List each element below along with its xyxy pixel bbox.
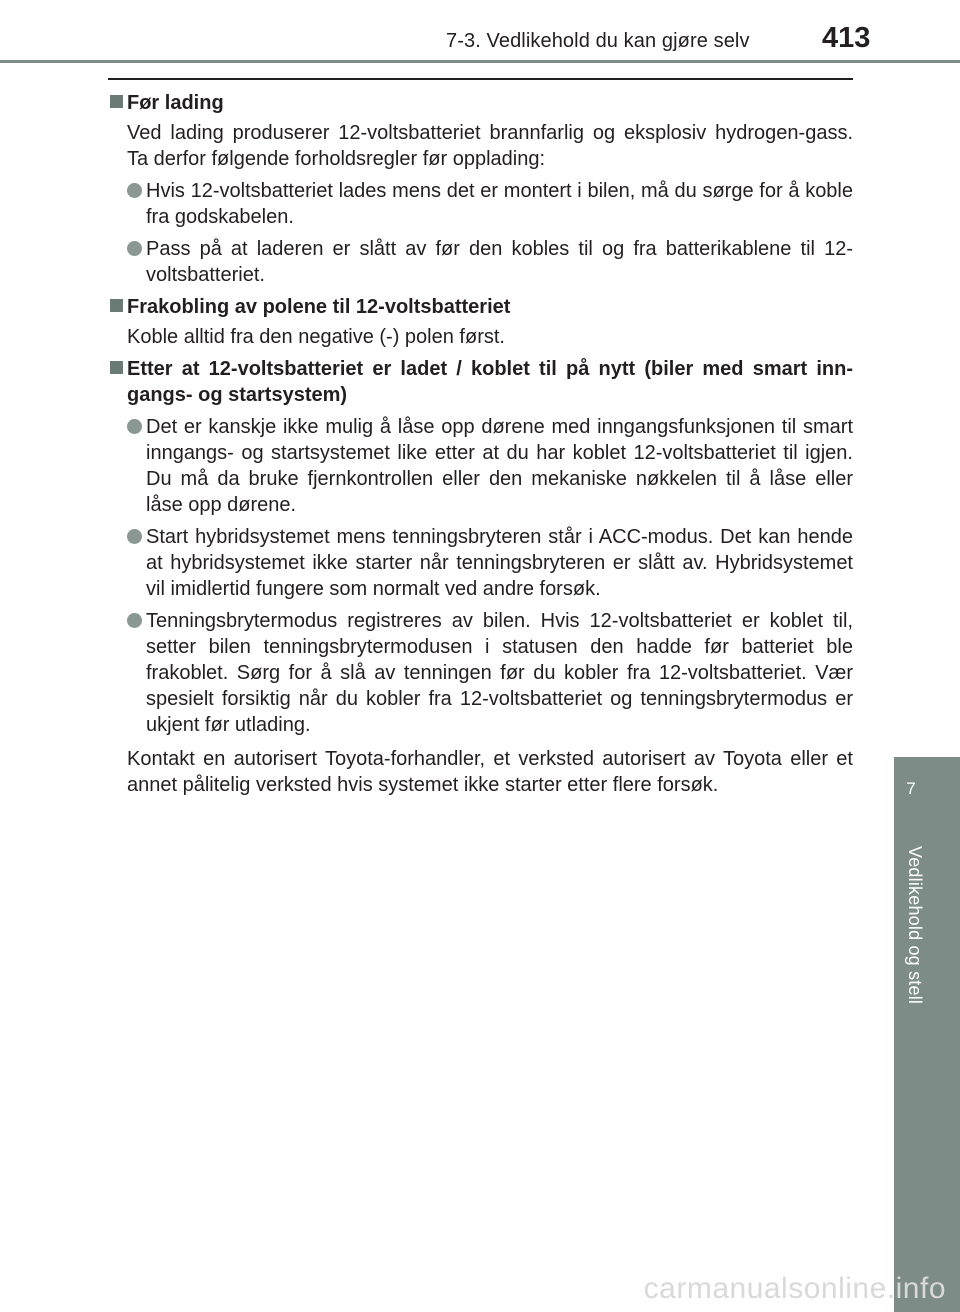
list-item-text: Start hybridsystemet mens tenningsbryteren står i ACC-modus. Det kan hende at hybridsystemet ikke starter når tenningsbryteren er slått av. Hybridsystemet vil imidlertid fungere som normalt ved andre forsøk. [146,526,853,600]
list-item [127,178,853,230]
bullet-dot-icon [127,183,142,198]
list-item [127,608,853,738]
paragraph: Kontakt en autorisert Toyota-forhandler, et verksted autorisert av Toyota eller et annet pålitelig verksted hvis systemet ikke starter etter flere forsøk. [127,748,853,796]
header-rule [0,60,960,63]
list-item [127,414,853,518]
square-marker-icon [110,95,123,108]
list-item [127,236,853,288]
section-heading [108,356,853,408]
list-item-text: Hvis 12-voltsbatteriet lades mens det er montert i bilen, må du sørge for å koble fra godskabelen. [146,180,853,228]
page-number: 413 [822,22,871,54]
heading-text: Frakobling av polene til 12-voltsbatteriet [127,296,511,318]
section-heading [108,90,853,116]
content-rule [108,78,853,80]
chapter-tab [894,757,960,837]
heading-text: Etter at 12-voltsbatteriet er ladet / koblet til på nytt (biler med smart inn-gangs- og startsystem) [127,358,853,406]
list-item-text: Det er kanskje ikke mulig å låse opp dørene med inngangsfunksjonen til smart inngangs- og startsystemet like etter at du har koblet 12-voltsbatteriet til igjen. Du må da bruke fjernkontrollen eller den mekaniske nøkkelen til å låse eller låse opp dørene. [146,416,853,516]
section-disconnect-terminals [108,294,853,350]
list-item [127,524,853,602]
section-title: 7-3. Vedlikehold du kan gjøre selv [446,30,750,52]
square-marker-icon [110,361,123,374]
chapter-number: 7 [906,779,916,798]
bullet-dot-icon [127,419,142,434]
list-item-text: Pass på at laderen er slått av før den kobles til og fra batterikablene til 12-voltsbatteriet. [146,238,853,286]
paragraph: Koble alltid fra den negative (-) polen først. [127,326,505,348]
heading-text: Før lading [127,92,224,114]
bullet-dot-icon [127,613,142,628]
square-marker-icon [110,299,123,312]
bullet-dot-icon [127,241,142,256]
section-after-charging [108,356,853,798]
list-item-text: Tenningsbrytermodus registreres av bilen. Hvis 12-voltsbatteriet er koblet til, setter bilen tenningsbrytermodusen i statusen den hadde før batteriet ble frakoblet. Sørg for å slå av tenningen før du kobler fra 12-voltsbatteriet. Vær spesielt forsiktig når du kobler fra 12-voltsbatteriet og tenningsbrytermodus er ukjent før utlading. [146,610,853,736]
chapter-label: Vedlikehold og stell [905,846,925,1005]
section-heading [108,294,853,320]
paragraph: Ved lading produserer 12-voltsbatteriet brannfarlig og eksplosiv hydrogen-gass. Ta derfor følgende forholdsregler før opplading: [127,122,853,170]
watermark: carmanualsonline.info [643,1272,946,1305]
bullet-dot-icon [127,529,142,544]
section-before-charging [108,90,853,288]
page-content [108,90,853,798]
